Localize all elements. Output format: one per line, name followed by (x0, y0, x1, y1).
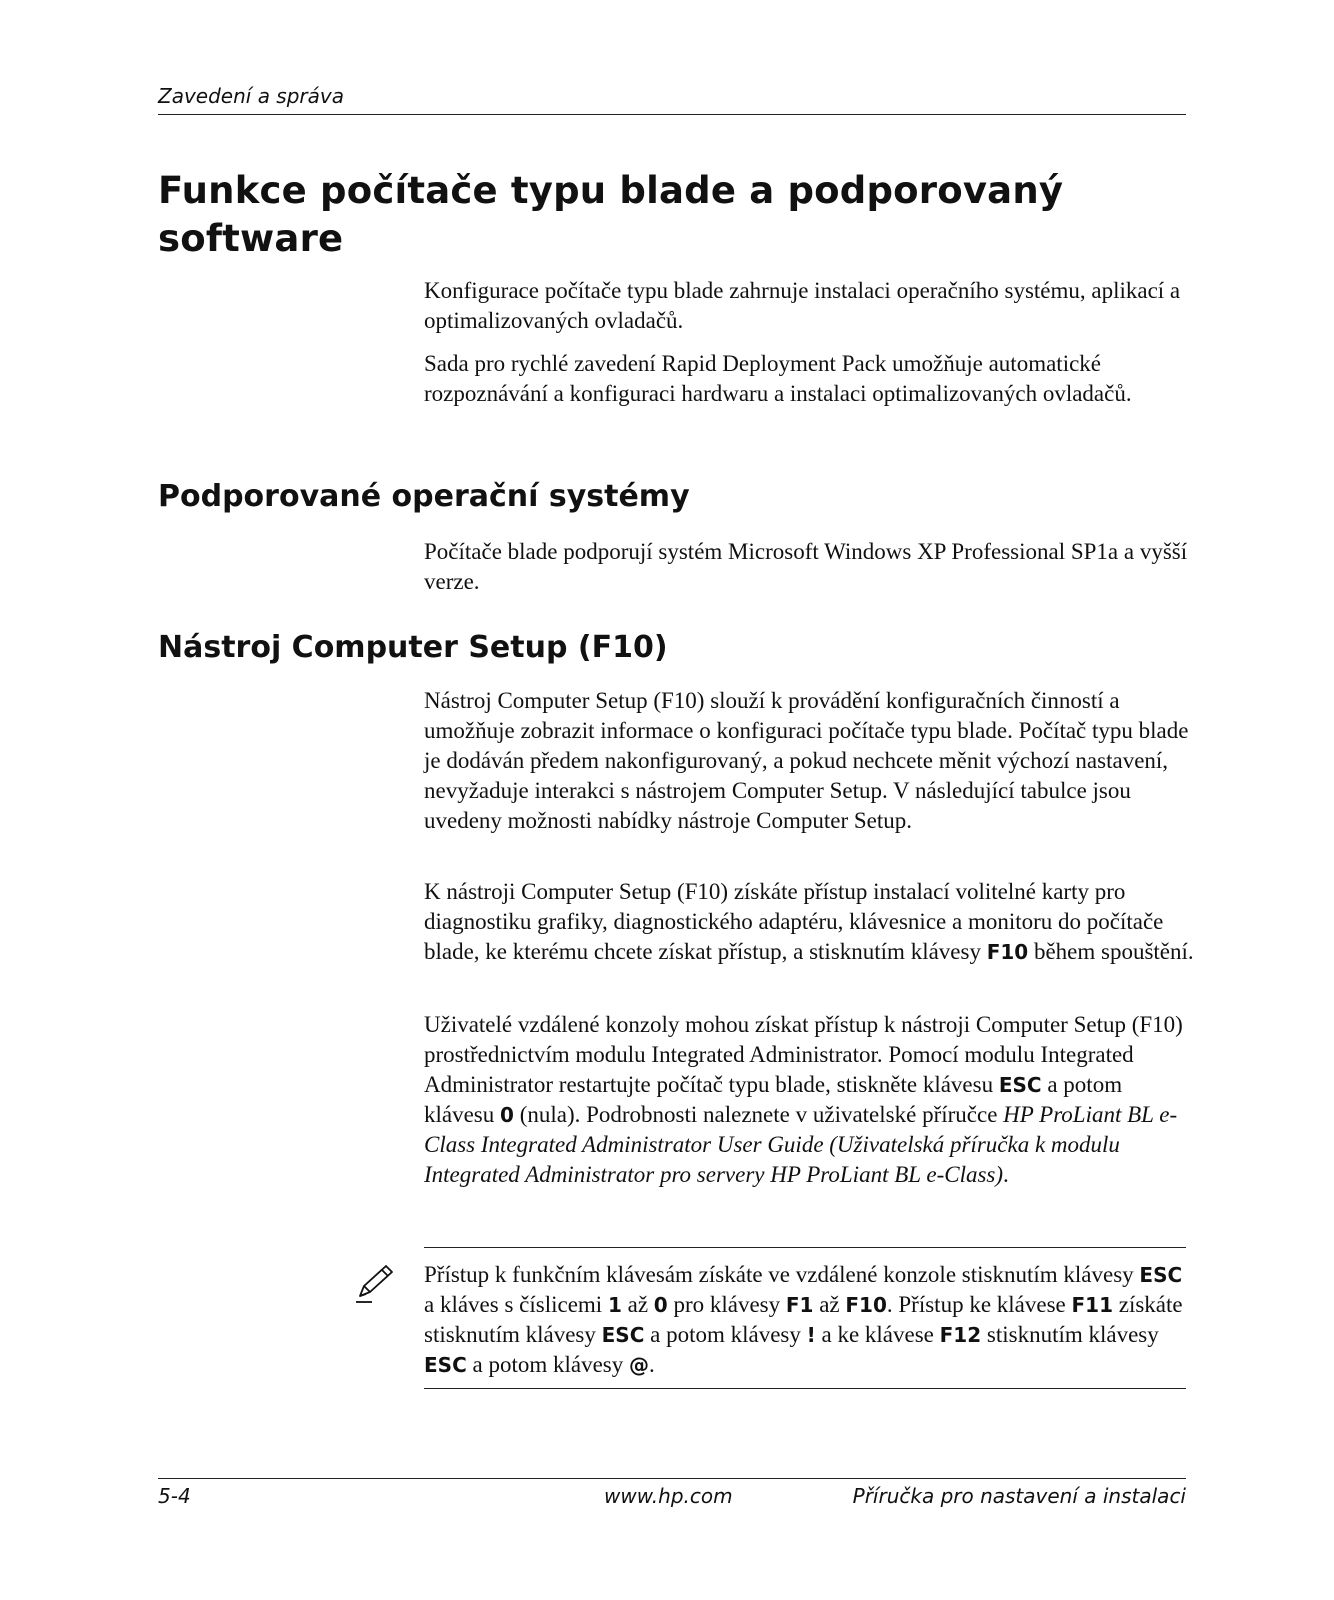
running-header: Zavedení a správa (158, 84, 344, 108)
note-key-1: 1 (607, 1293, 622, 1317)
setup-p3-end: . (1003, 1162, 1009, 1187)
setup-paragraph-1: Nástroj Computer Setup (F10) slouží k provádění konfiguračních činností a umožňuje zobrazit informace o konfiguraci počítače typu blade. Počítač typu blade je dodáván předem nakonfigurovaný, a pokud nechcete měnit výchozí nastavení, nevyžaduje interakci s nástrojem Computer Setup. V následující tabulce jsou uvedeny možnosti nabídky nástroje Computer Setup. (424, 688, 1189, 833)
note-t11: a potom klávesy (472, 1352, 624, 1377)
note-t9: a ke klávese (821, 1322, 934, 1347)
setup-p2-text-a: K nástroji Computer Setup (F10) získáte přístup instalací volitelné karty pro diagnostiku grafiky, diagnostického adaptéru, klávesnice a monitoru do počítače blade, ke kterému chcete získat přístup, a stisknutím klávesy (424, 879, 1164, 964)
setup-p3-text-a: Uživatelé vzdálené konzoly mohou získat přístup k nástroji Computer Setup (F10) prostřednictvím modulu Integrated Administrator. Pomocí modulu Integrated Administrator restartujte počítač typu blade, stiskněte klávesu (424, 1012, 1183, 1097)
guide-title: HP ProLiant BL e-Class Integrated Administrator User Guide (Uživatelská příručka k modulu Integrated Administrator pro servery HP ProLiant BL e-Class) (424, 1102, 1178, 1187)
setup-p3-text-b: a potom klávesu (424, 1072, 1123, 1127)
key-f10: F10 (986, 940, 1029, 964)
note-key-at: @ (629, 1353, 649, 1377)
pencil-note-icon (352, 1262, 396, 1306)
note-key-esc-2: ESC (601, 1323, 645, 1347)
note-top-rule (424, 1247, 1186, 1248)
note-text (424, 1260, 1194, 1380)
note-key-f12: F12 (939, 1323, 982, 1347)
footer-rule (158, 1478, 1186, 1479)
note-t12: . (649, 1352, 655, 1377)
setup-paragraph-2 (424, 877, 1194, 967)
note-t5: až (819, 1292, 840, 1317)
note-key-esc-1: ESC (1139, 1263, 1183, 1287)
key-esc: ESC (998, 1073, 1042, 1097)
intro-paragraph-2: Sada pro rychlé zavedení Rapid Deployment Pack umožňuje automatické rozpoznávání a konfiguraci hardwaru a instalaci optimalizovaných ovladačů. (424, 351, 1132, 406)
key-zero: 0 (500, 1103, 514, 1127)
note-t8: a potom klávesy (650, 1322, 801, 1347)
note-t6: . Přístup ke klávese (886, 1292, 1066, 1317)
note-bottom-rule (424, 1388, 1186, 1389)
note-key-f1: F1 (785, 1293, 814, 1317)
note-key-exclamation: ! (806, 1323, 816, 1347)
note-t4: pro klávesy (673, 1292, 781, 1317)
intro-paragraph-1: Konfigurace počítače typu blade zahrnuje instalaci operačního systému, aplikací a optimalizovaných ovladačů. (424, 278, 1181, 333)
note-t7: získáte stisknutím klávesy (424, 1292, 1183, 1347)
note-key-esc-3: ESC (424, 1353, 467, 1377)
setup-p3-text-c: (nula). Podrobnosti naleznete v uživatelské příručce (519, 1102, 998, 1127)
os-paragraph: Počítače blade podporují systém Microsoft Windows XP Professional SP1a a vyšší verze. (424, 539, 1188, 594)
page-number: 5-4 (158, 1484, 191, 1508)
header-rule (158, 114, 1186, 115)
setup-paragraph-3 (424, 1010, 1194, 1190)
note-key-f10: F10 (845, 1293, 887, 1317)
section-heading-os: Podporované operační systémy (158, 479, 690, 514)
note-key-0: 0 (653, 1293, 668, 1317)
note-t3: až (627, 1292, 649, 1317)
setup-p2-text-b: během spouštění. (1033, 939, 1194, 964)
footer-url: www.hp.com (604, 1484, 733, 1508)
note-t2: a kláves s číslicemi (424, 1292, 603, 1317)
page-title: Funkce počítače typu blade a podporovaný software (158, 169, 1064, 260)
note-key-f11: F11 (1071, 1293, 1113, 1317)
note-t10: stisknutím klávesy (986, 1322, 1159, 1347)
footer-book-title: Příručka pro nastavení a instalaci (852, 1484, 1186, 1508)
section-heading-setup: Nástroj Computer Setup (F10) (158, 630, 668, 665)
note-t1: Přístup k funkčním klávesám získáte ve vzdálené konzole stisknutím klávesy (424, 1262, 1134, 1287)
